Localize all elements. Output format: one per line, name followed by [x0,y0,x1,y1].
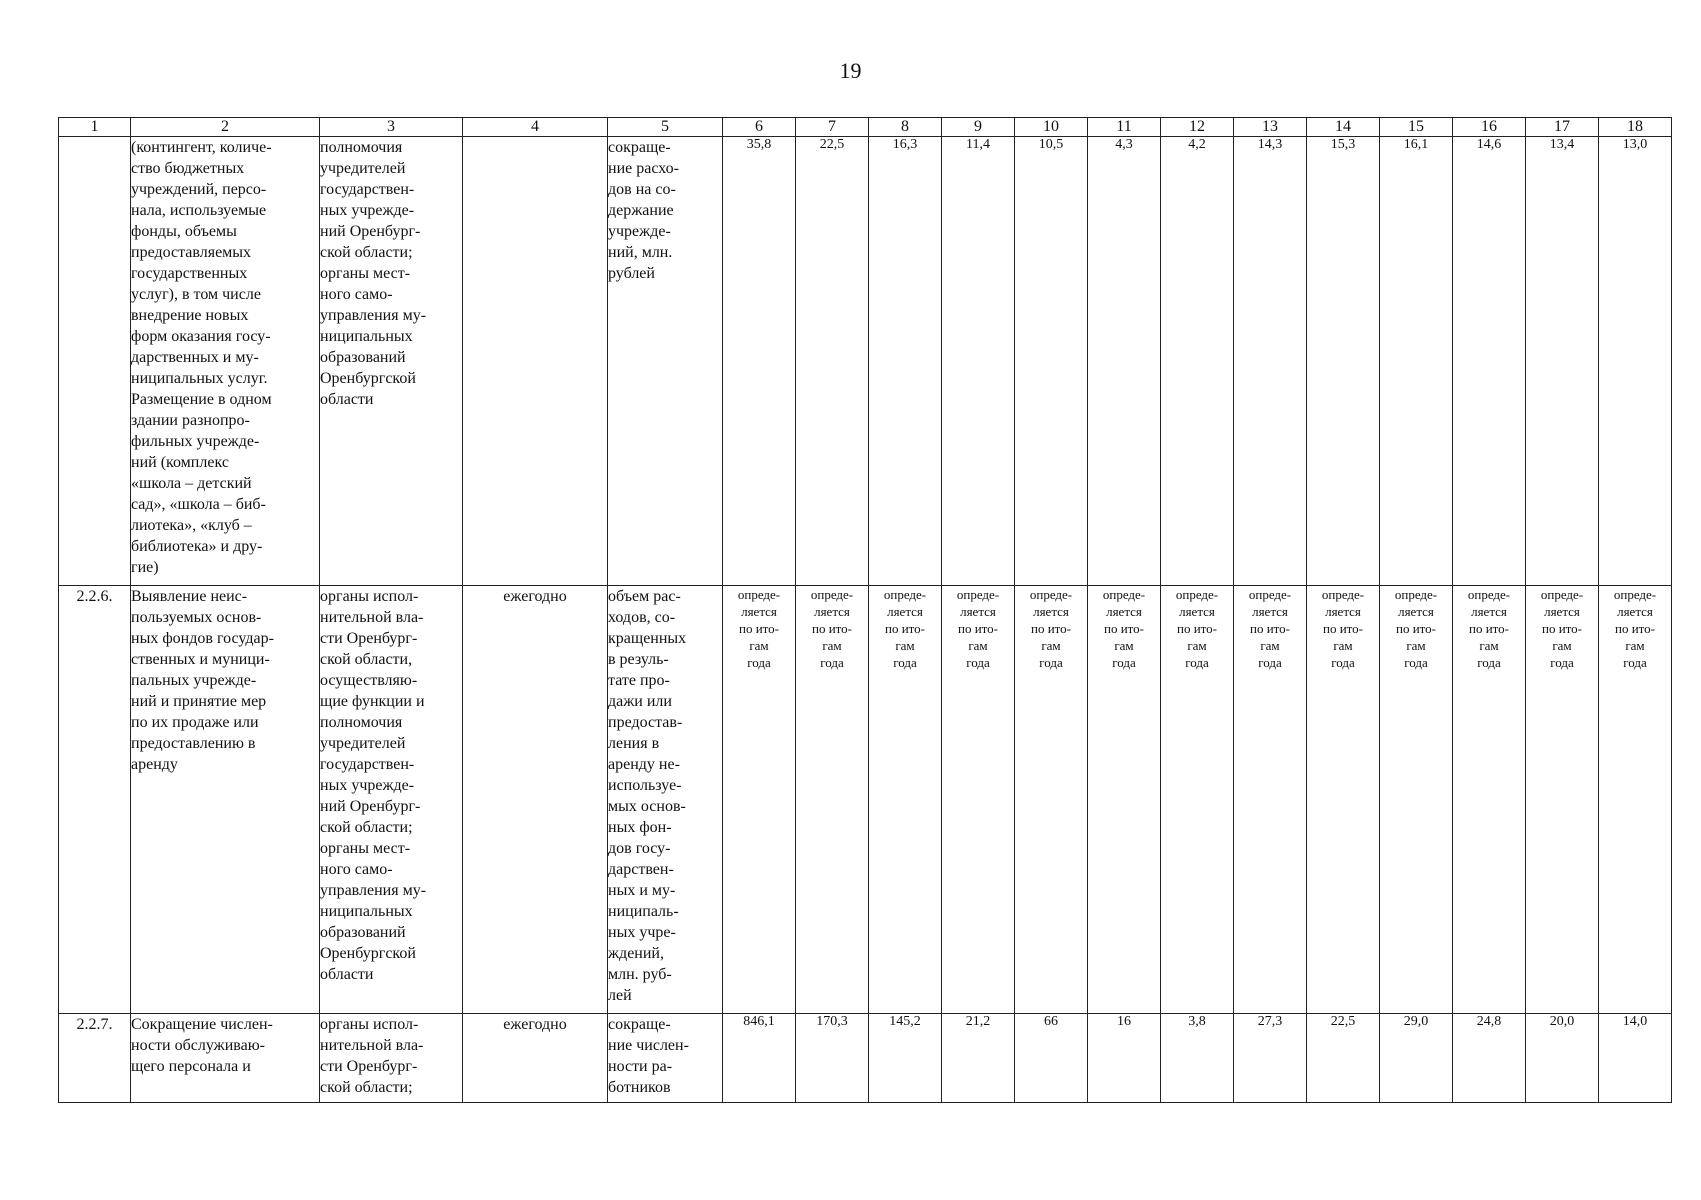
row-indicator: объем рас- ходов, со- кращенных в резуль- тате про- дажи или предостав- ления в аренду не- используе- мых основ- ных фон- дов госу- дарствен- ных и му- ниципаль- ных учре- ждений, млн. руб- лей [608,586,723,1014]
col-header-5: 5 [608,118,723,137]
col-header-4: 4 [463,118,608,137]
col-header-1: 1 [59,118,131,137]
row-value: 16,3 [869,137,942,586]
col-header-7: 7 [796,118,869,137]
row-code [59,137,131,586]
row-value: опреде- ляется по ито- гам года [1234,586,1307,1014]
row-value: 22,5 [1307,1014,1380,1103]
row-value: 35,8 [723,137,796,586]
row-value: 21,2 [942,1014,1015,1103]
row-value: опреде- ляется по ито- гам года [1599,586,1672,1014]
row-value: 24,8 [1453,1014,1526,1103]
row-value: опреде- ляется по ито- гам года [1380,586,1453,1014]
col-header-14: 14 [1307,118,1380,137]
col-header-12: 12 [1161,118,1234,137]
col-header-13: 13 [1234,118,1307,137]
row-value: 10,5 [1015,137,1088,586]
row-value: 13,4 [1526,137,1599,586]
page-number: 19 [839,58,862,83]
row-code: 2.2.7. [59,1014,131,1103]
row-value: 66 [1015,1014,1088,1103]
row-value: 11,4 [942,137,1015,586]
row-value: 3,8 [1161,1014,1234,1103]
col-header-16: 16 [1453,118,1526,137]
col-header-11: 11 [1088,118,1161,137]
row-value: 16,1 [1380,137,1453,586]
row-value: опреде- ляется по ито- гам года [1161,586,1234,1014]
row-executor: органы испол- нительной вла- сти Оренбург- ской области, осуществляю- щие функции и полномочия учредителей государствен- ных учрежде- ний Оренбург- ской области; органы мест- ного само- управления му- ниципальных образований Оренбургской области [320,586,463,1014]
row-value: 4,2 [1161,137,1234,586]
row-value: 170,3 [796,1014,869,1103]
row-value: опреде- ляется по ито- гам года [1307,586,1380,1014]
col-header-18: 18 [1599,118,1672,137]
col-header-2: 2 [131,118,320,137]
col-header-8: 8 [869,118,942,137]
row-value: опреде- ляется по ито- гам года [1088,586,1161,1014]
row-value: опреде- ляется по ито- гам года [1015,586,1088,1014]
row-value: опреде- ляется по ито- гам года [723,586,796,1014]
row-period [463,137,608,586]
row-period: ежегодно [463,586,608,1014]
row-code: 2.2.6. [59,586,131,1014]
row-value: 13,0 [1599,137,1672,586]
table-row [59,137,1672,586]
row-value: 27,3 [1234,1014,1307,1103]
row-value: опреде- ляется по ито- гам года [796,586,869,1014]
row-value: опреде- ляется по ито- гам года [1526,586,1599,1014]
row-period: ежегодно [463,1014,608,1103]
col-header-3: 3 [320,118,463,137]
row-value: 22,5 [796,137,869,586]
row-value: опреде- ляется по ито- гам года [1453,586,1526,1014]
col-header-15: 15 [1380,118,1453,137]
row-value: 14,6 [1453,137,1526,586]
row-executor: органы испол- нительной вла- сти Оренбург- ской области; [320,1014,463,1103]
row-indicator: сокраще- ние числен- ности ра- ботников [608,1014,723,1103]
row-value: 16 [1088,1014,1161,1103]
col-header-17: 17 [1526,118,1599,137]
col-header-10: 10 [1015,118,1088,137]
row-value: 846,1 [723,1014,796,1103]
row-measure: Выявление неис- пользуемых основ- ных фондов государ- ственных и муници- пальных учрежде- ний и принятие мер по их продаже или предоставлению в аренду [131,586,320,1014]
row-measure: (контингент, количе- ство бюджетных учреждений, персо- нала, используемые фонды, объемы предоставляемых государственных услуг), в том числе внедрение новых форм оказания госу- дарственных и му- ниципальных услуг. Размещение в одном здании разнопро- фильных учрежде- ний (комплекс «школа – детский сад», «школа – биб- лиотека», «клуб – библиотека» и дру- гие) [131,137,320,586]
row-value: 14,0 [1599,1014,1672,1103]
table-row [59,586,1672,1014]
row-value: 14,3 [1234,137,1307,586]
table-row [59,1014,1672,1103]
col-header-6: 6 [723,118,796,137]
program-table [58,117,1672,1103]
row-executor: полномочия учредителей государствен- ных учрежде- ний Оренбург- ской области; органы мест- ного само- управления му- ниципальных образований Оренбургской области [320,137,463,586]
header-row [59,118,1672,137]
row-value: опреде- ляется по ито- гам года [869,586,942,1014]
row-value: опреде- ляется по ито- гам года [942,586,1015,1014]
col-header-9: 9 [942,118,1015,137]
row-value: 4,3 [1088,137,1161,586]
row-value: 15,3 [1307,137,1380,586]
row-value: 29,0 [1380,1014,1453,1103]
row-value: 145,2 [869,1014,942,1103]
row-measure: Сокращение числен- ности обслуживаю- щего персонала и [131,1014,320,1103]
row-indicator: сокраще- ние расхо- дов на со- держание учрежде- ний, млн. рублей [608,137,723,586]
row-value: 20,0 [1526,1014,1599,1103]
